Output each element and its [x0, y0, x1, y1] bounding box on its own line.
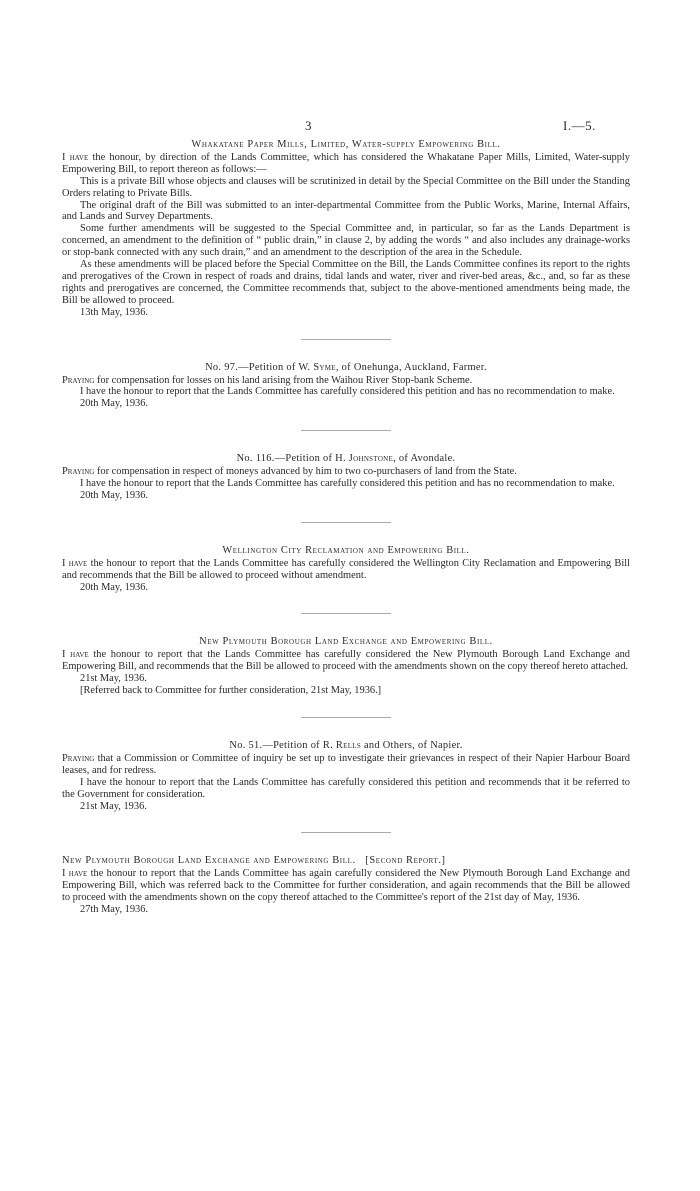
- title-suffix: [Second Report.]: [365, 855, 446, 867]
- lead-words: Praying: [62, 752, 95, 764]
- lead-words: I have: [62, 868, 88, 880]
- section-petition-51: [62, 740, 630, 812]
- paragraph: This is a private Bill whose objects and clauses will be scrutinized in detail by the Special Committee on the Bill under the Standing Orders relating to Private Bills.: [62, 175, 630, 199]
- section-title: [62, 453, 630, 465]
- section-new-plymouth-bill: [62, 636, 630, 697]
- lead-words: I have: [62, 649, 89, 661]
- title-text: New Plymouth Borough Land Exchange and Empowering Bill.: [62, 855, 356, 867]
- section-wellington-bill: [62, 545, 630, 594]
- section-title: [62, 740, 630, 752]
- paragraph: [62, 375, 630, 387]
- report-date: 13th May, 1936.: [80, 306, 149, 318]
- petitioner-name: Syme: [313, 361, 336, 373]
- title-text: , of Onehunga, Auckland, Farmer.: [335, 361, 487, 373]
- report-date: 20th May, 1936.: [80, 489, 149, 501]
- lead-words: Praying: [62, 374, 95, 386]
- section-title: New Plymouth Borough Land Exchange and Empowering Bill.: [199, 636, 493, 648]
- lead-words: I have: [62, 151, 89, 163]
- section-petition-116: [62, 453, 630, 502]
- title-text: No. 97.—Petition of W.: [205, 361, 311, 373]
- petitioner-name: Johnstone: [348, 453, 394, 465]
- report-date: 27th May, 1936.: [80, 904, 149, 916]
- paragraph: I have the honour to report that the Lands Committee has carefully considered this petition and recommends that it be referred to the Government for consideration.: [62, 776, 630, 800]
- paragraph-text: for compensation for losses on his land arising from the Waihou River Stop-bank Scheme.: [96, 374, 473, 386]
- document-body: [62, 139, 630, 916]
- paragraph: As these amendments will be placed before the Special Committee on the Bill, the Lands Committee confines its report to the rights and prerogatives of the Crown in respect of roads and drains, tidal lands and water, river and river-bed areas, &c., and, so far as these rights and prerogatives are concerned, the Committee recommends that, subject to the above-mentioned amendments being made, the Bill be allowed to proceed.: [62, 259, 630, 306]
- paragraph: [62, 558, 630, 582]
- title-text: No. 51.—Petition of R.: [229, 740, 333, 751]
- report-date: 20th May, 1936.: [80, 398, 149, 410]
- paragraph: [62, 753, 630, 777]
- section-petition-97: [62, 362, 630, 411]
- paragraph: Some further amendments will be suggested to the Special Committee and, in particular, so far as the Lands Department is concerned, an amendment to the definition of “ public drain,” in clause 2, by adding the words “ and also includes any drainage-works or stop-bank connected with any such drain,” and an amendment to the description of the area in the Schedule.: [62, 223, 630, 259]
- title-text: and Others, of Napier.: [363, 740, 463, 751]
- section-divider: [301, 339, 391, 340]
- report-date: 21st May, 1936.: [80, 800, 147, 812]
- title-text: No. 116.—Petition of H.: [236, 453, 346, 465]
- page-number: 3: [305, 118, 312, 133]
- paragraph-text: for compensation in respect of moneys advanced by him to two co-purchasers of land from the State.: [96, 466, 517, 478]
- section-whakatane-bill: [62, 139, 630, 319]
- paragraph: I have the honour to report that the Lands Committee has carefully considered this petition and has no recommendation to make.: [80, 386, 615, 398]
- document-reference: I.—5.: [563, 118, 596, 133]
- paragraph-text: the honour to report that the Lands Committee has carefully considered the Wellington City Reclamation and Empowering Bill and recommends that the Bill be allowed to proceed without amendment.: [62, 557, 630, 581]
- paragraph-text: that a Commission or Committee of inquiry be set up to investigate their grievances in respect of their Napier Harbour Board leases, and for redress.: [62, 752, 630, 776]
- paragraph: [62, 868, 630, 904]
- lead-words: I have: [62, 557, 88, 569]
- lead-words: Praying: [62, 466, 95, 478]
- paragraph: The original draft of the Bill was submitted to an inter-departmental Committee from the Public Works, Marine, Internal Affairs, and Lands and Survey Departments.: [62, 199, 630, 223]
- page-header: [0, 118, 700, 138]
- paragraph-text: the honour to report that the Lands Committee has again carefully considered the New Plymouth Borough Land Exchange and Empowering Bill, which was referred back to the Committee for further consideration, and again recommends that the Bill be allowed to proceed with the amendments shown on the copy thereof attached to the Committee's report of the 21st day of May, 1936.: [62, 868, 630, 904]
- title-text: , of Avondale.: [393, 453, 456, 465]
- section-divider: [301, 717, 391, 718]
- section-divider: [301, 430, 391, 431]
- section-title: [62, 855, 630, 867]
- section-divider: [301, 522, 391, 523]
- section-title: Wellington City Reclamation and Empowering Bill.: [222, 544, 470, 556]
- report-date: 21st May, 1936.: [80, 673, 147, 685]
- paragraph: [62, 152, 630, 176]
- paragraph-text: the honour to report that the Lands Committee has carefully considered the New Plymouth Borough Land Exchange and Empowering Bill, and recommends that the Bill be allowed to proceed with the amendments shown on the copy thereof hereto attached.: [62, 649, 630, 673]
- report-date: 20th May, 1936.: [80, 581, 149, 593]
- referral-note: [Referred back to Committee for further consideration, 21st May, 1936.]: [80, 685, 382, 697]
- section-title: Whakatane Paper Mills, Limited, Water-supply Empowering Bill.: [191, 139, 501, 150]
- paragraph: [62, 649, 630, 673]
- section-new-plymouth-second-report: [62, 855, 630, 916]
- paragraph-text: the honour, by direction of the Lands Committee, which has considered the Whakatane Paper Mills, Limited, Water-supply Empowering Bill, to report thereon as follows:—: [62, 151, 630, 175]
- section-divider: [301, 613, 391, 614]
- petitioner-name: Rells: [335, 740, 362, 751]
- paragraph: I have the honour to report that the Lands Committee has carefully considered this petition and has no recommendation to make.: [80, 478, 615, 490]
- paragraph: [62, 466, 630, 478]
- section-title: [62, 362, 630, 374]
- section-divider: [301, 832, 391, 833]
